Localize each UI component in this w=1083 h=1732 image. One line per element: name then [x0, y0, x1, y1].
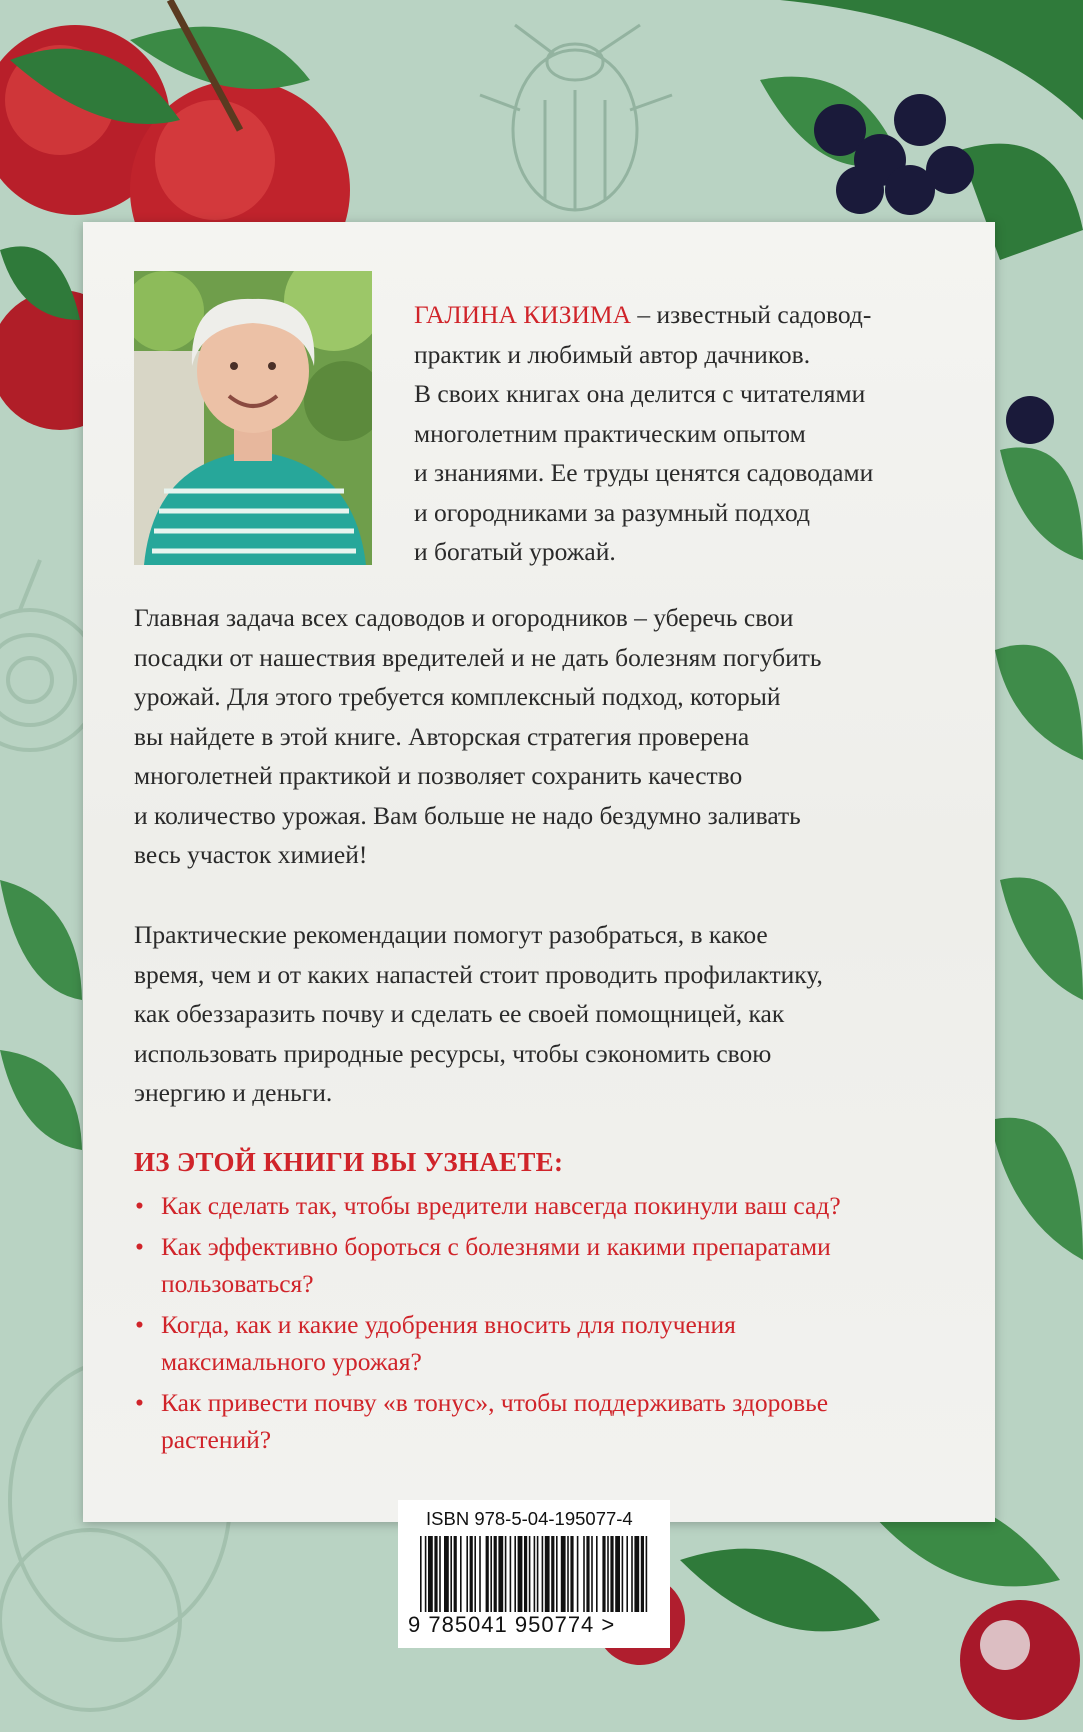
- description-paragraph-2: Практические рекомендации помогут разобраться, в какое время, чем и от каких напастей стоит проводить профилактику, как обеззаразить почву и сделать ее своей помощницей, как использовать природные ресурсы, чтобы сэкономить свою энергию и деньги.: [134, 920, 823, 1107]
- isbn-label: ISBN 978-5-04-195077-4: [426, 1508, 633, 1529]
- barcode-stripe: [646, 1536, 648, 1612]
- ean-digits: 9 785041 950774 >: [408, 1612, 616, 1637]
- barcode-stripe: [490, 1536, 492, 1612]
- barcode-stripe: [425, 1536, 427, 1612]
- barcode-stripe: [583, 1536, 585, 1612]
- barcode-stripe: [567, 1536, 569, 1612]
- barcode-stripe: [479, 1536, 481, 1612]
- author-name: ГАЛИНА КИЗИМА: [414, 300, 631, 329]
- barcode-stripe: [556, 1536, 558, 1612]
- barcode-stripe: [537, 1536, 539, 1612]
- barcode-stripe: [631, 1536, 633, 1612]
- barcode-stripe: [610, 1536, 613, 1612]
- learn-heading: ИЗ ЭТОЙ КНИГИ ВЫ УЗНАЕТЕ:: [134, 1147, 564, 1177]
- barcode-stripe: [591, 1536, 593, 1612]
- barcode-stripe: [420, 1536, 422, 1612]
- list-item: • Когда, как и какие удобрения вносить для получения максимального урожая?: [134, 1306, 954, 1380]
- barcode-stripe: [551, 1536, 554, 1612]
- barcode-stripe: [622, 1536, 624, 1612]
- barcode-stripe: [454, 1536, 457, 1612]
- barcode-stripe: [577, 1536, 579, 1612]
- author-bio: ГАЛИНА КИЗИМА – известный садовод- практик и любимый автор дачников. В своих книгах она делится с читателями многолетним практическим опытом и знаниями. Ее труды ценятся садоводами и огородниками за разумный подход и богатый урожай.: [414, 300, 874, 566]
- barcode-stripe: [466, 1536, 468, 1612]
- barcode-stripe: [510, 1536, 512, 1612]
- barcode-stripe: [428, 1536, 433, 1612]
- barcode-stripe: [474, 1536, 476, 1612]
- barcode-stripe: [561, 1536, 566, 1612]
- list-item: • Как привести почву «в тонус», чтобы поддерживать здоровье растений?: [134, 1384, 954, 1458]
- bullet-icon: •: [135, 1232, 144, 1261]
- barcode-stripe: [607, 1536, 609, 1612]
- barcode-stripe: [545, 1536, 550, 1612]
- bullet-icon: •: [135, 1388, 144, 1417]
- barcode-bars: [420, 1536, 650, 1612]
- barcode-stripe: [505, 1536, 507, 1612]
- description-card: [83, 222, 995, 1522]
- barcode-stripe: [615, 1536, 620, 1612]
- right-foliage: [990, 447, 1083, 1260]
- barcode-stripe: [494, 1536, 497, 1612]
- list-item: • Как эффективно бороться с болезнями и какими препаратами пользоваться?: [134, 1228, 954, 1302]
- list-item: • Как сделать так, чтобы вредители навсегда покинули ваш сад?: [134, 1187, 954, 1224]
- learn-list: [134, 1187, 954, 1462]
- barcode-stripe: [524, 1536, 527, 1612]
- bullet-icon: •: [135, 1191, 144, 1220]
- description-paragraph-1: Главная задача всех садоводов и огородников – уберечь свои посадки от нашествия вредителей и не дать болезням погубить урожай. Для этого требуется комплексный подход, который вы найдете в этой книге. Авторская стратегия проверена многолетней практикой и позволяет сохранить качество и количество урожая. Вам больше не надо бездумно заливать весь участок химией!: [134, 603, 822, 869]
- beetle-illustration: [480, 25, 672, 210]
- barcode-stripe: [444, 1536, 449, 1612]
- barcode-stripe: [602, 1536, 605, 1612]
- barcode-stripe: [641, 1536, 644, 1612]
- barcode-stripe: [586, 1536, 589, 1612]
- barcode-stripe: [434, 1536, 437, 1612]
- barcode-stripe: [450, 1536, 452, 1612]
- left-foliage: [0, 880, 82, 1150]
- barcode-stripe: [534, 1536, 536, 1612]
- barcode-stripe: [529, 1536, 531, 1612]
- barcode-stripe: [460, 1536, 462, 1612]
- barcode-stripe: [626, 1536, 628, 1612]
- bullet-icon: •: [135, 1310, 144, 1339]
- barcode-stripe: [570, 1536, 573, 1612]
- barcode-stripe: [542, 1536, 544, 1612]
- barcode-panel: [398, 1500, 670, 1648]
- barcode-stripe: [514, 1536, 516, 1612]
- barcode-stripe: [486, 1536, 489, 1612]
- barcode-stripe: [498, 1536, 503, 1612]
- barcode-stripe: [470, 1536, 473, 1612]
- barcode-stripe: [634, 1536, 639, 1612]
- author-photo: [134, 271, 372, 565]
- barcode-stripe: [518, 1536, 523, 1612]
- barcode-stripe: [596, 1536, 598, 1612]
- barcode-stripe: [439, 1536, 441, 1612]
